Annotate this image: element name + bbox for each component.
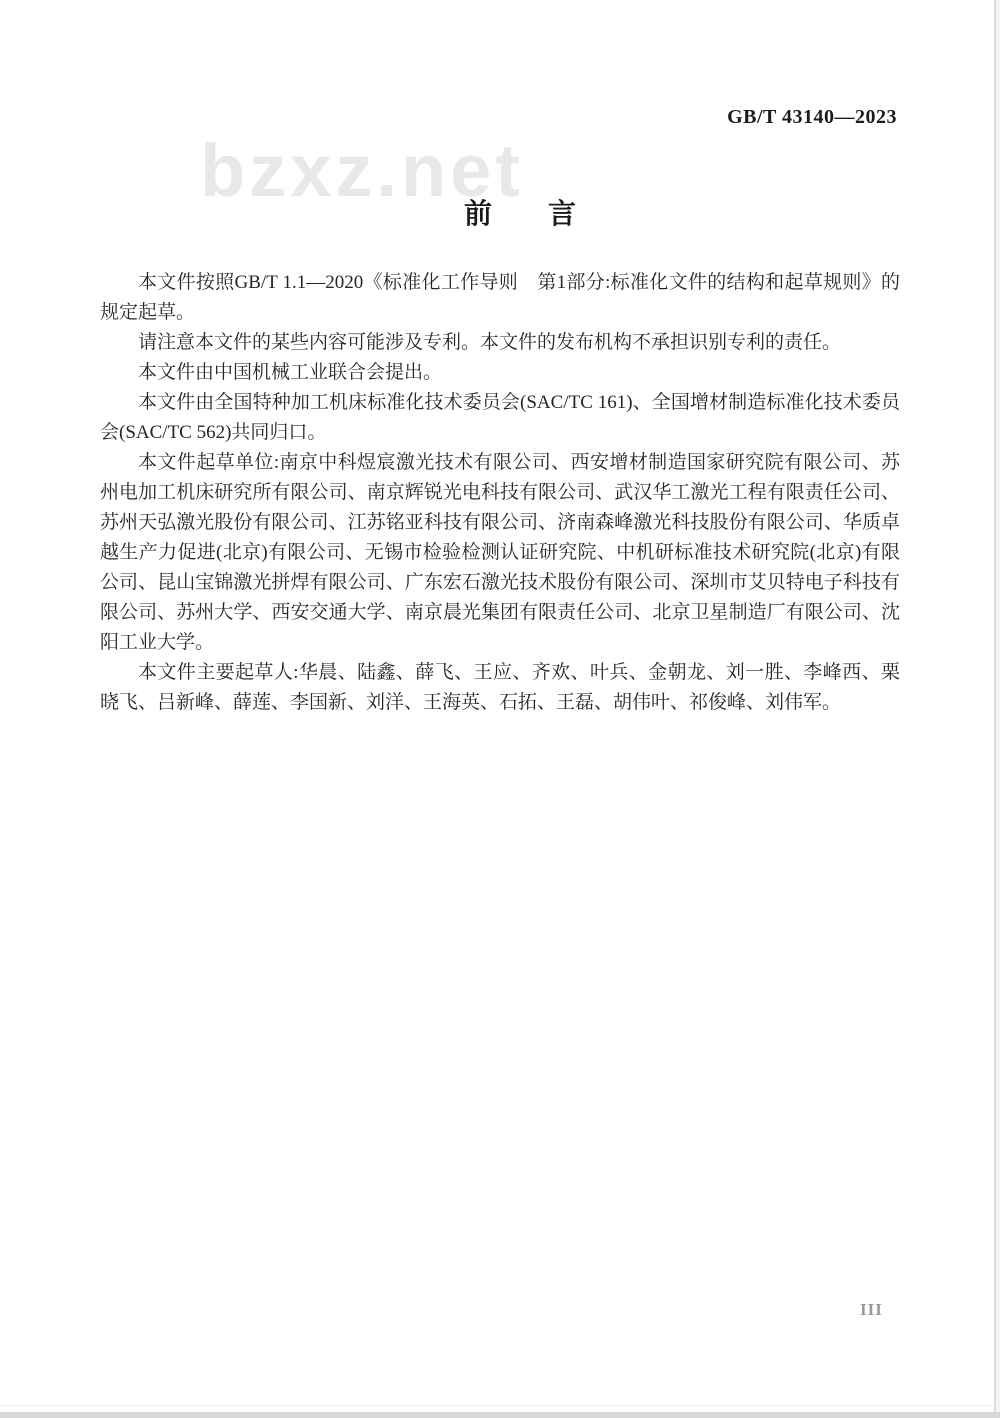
page-right-edge-line [994,0,996,1418]
watermark-text: bzxz.net [200,129,524,212]
paragraph-proposed-by: 本文件由中国机械工业联合会提出。 [138,362,443,383]
page-title: 前 言 [463,199,576,230]
page-bottom-faint-line [0,1405,1000,1406]
paragraph-main-drafters: 本文件主要起草人:华晨、陆鑫、薛飞、王应、齐欢、叶兵、金朝龙、刘一胜、李峰西、栗晓飞、吕新峰、薛莲、李国新、刘洋、王海英、石拓、王磊、胡伟叶、祁俊峰、刘伟军。 [100,662,900,713]
paragraph-drafting-basis: 本文件按照GB/T 1.1—2020《标准化工作导则 第1部分:标准化文件的结构和起草规则》的规定起草。 [100,272,900,323]
paragraph-centralized-by: 本文件由全国特种加工机床标准化技术委员会(SAC/TC 161)、全国增材制造标准化技术委员会(SAC/TC 562)共同归口。 [100,392,900,443]
page-bottom-edge [0,1412,1000,1418]
page-right-edge [996,0,1000,1418]
foreword-body [100,268,900,718]
paragraph-drafting-organizations: 本文件起草单位:南京中科煜宸激光技术有限公司、西安增材制造国家研究院有限公司、苏州电加工机床研究所有限公司、南京辉锐光电科技有限公司、武汉华工激光工程有限责任公司、苏州天弘激光股份有限公司、江苏铭亚科技有限公司、济南森峰激光科技股份有限公司、华质卓越生产力促进(北京)有限公司、无锡市检验检测认证研究院、中机研标准技术研究院(北京)有限公司、昆山宝锦激光拼焊有限公司、广东宏石激光技术股份有限公司、深圳市艾贝特电子科技有限公司、苏州大学、西安交通大学、南京晨光集团有限责任公司、北京卫星制造厂有限公司、沈阳工业大学。 [100,452,900,653]
standard-number: GB/T 43140—2023 [727,106,897,128]
paragraph-patent-notice: 请注意本文件的某些内容可能涉及专利。本文件的发布机构不承担识别专利的责任。 [138,332,842,353]
page-number: III [860,1300,883,1319]
